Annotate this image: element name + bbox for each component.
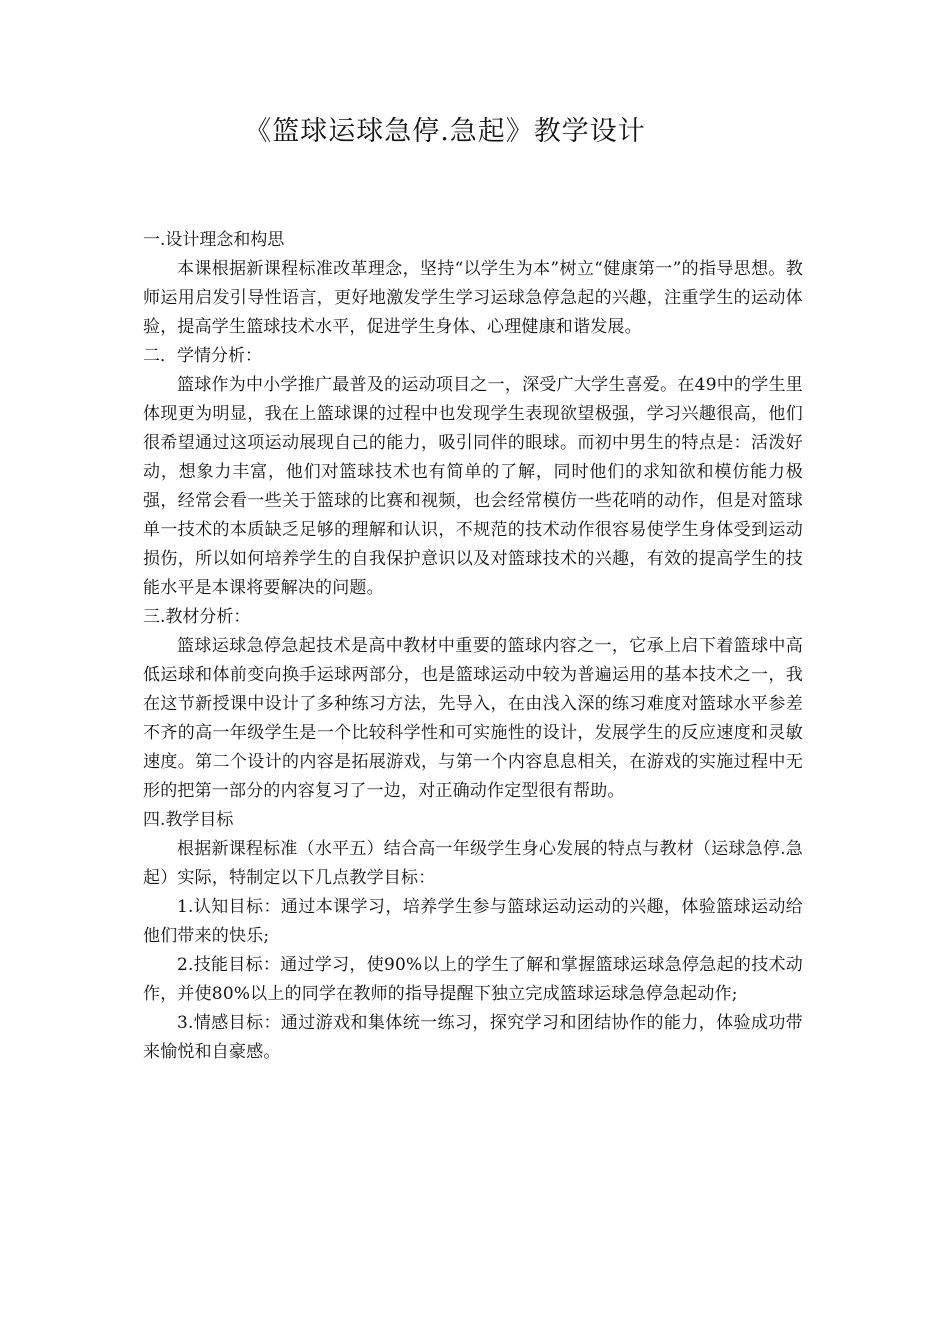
section-paragraph: 根据新课程标准（水平五）结合高一年级学生身心发展的特点与教材（运球急停.急起）实际，特制定以下几点教学目标： (143, 839, 803, 888)
section-paragraph: 篮球运球急停急起技术是高中教材中重要的篮球内容之一，它承上启下着篮球中高低运球和体前变向换手运球两部分，也是篮球运动中较为普遍运用的基本技术之一，我在这节新授课中设计了多种练习方法，先导入，在由浅入深的练习难度对篮球水平参差不齐的高一年级学生是一个比较科学性和可实施性的设计，发展学生的反应速度和灵敏速度。第二个设计的内容是拓展游戏，与第一个内容息息相关，在游戏的实施过程中无形的把第一部分的内容复习了一边，对正确动作定型很有帮助。 (143, 636, 803, 801)
section-teaching-objectives (143, 806, 803, 1067)
section-heading: 四.教学目标 (143, 810, 234, 830)
document-body (143, 226, 803, 1067)
section-heading: 三.教材分析： (143, 607, 251, 627)
section-learner-analysis (143, 342, 803, 603)
objective-affective: 3.情感目标：通过游戏和集体统一练习，探究学习和团结协作的能力，体验成功带来愉悦和自豪感。 (143, 1013, 803, 1062)
document-title: 《篮球运球急停.急起》教学设计 (244, 116, 646, 147)
section-material-analysis (143, 603, 803, 806)
section-paragraph: 篮球作为中小学推广最普及的运动项目之一，深受广大学生喜爱。在49中的学生里体现更为明显，我在上篮球课的过程中也发现学生表现欲望极强，学习兴趣很高，他们很希望通过这项运动展现自己的能力，吸引同伴的眼球。而初中男生的特点是：活泼好动，想象力丰富，他们对篮球技术也有简单的了解，同时他们的求知欲和模仿能力极强，经常会看一些关于篮球的比赛和视频，也会经常模仿一些花哨的动作，但是对篮球单一技术的本质缺乏足够的理解和认识，不规范的技术动作很容易使学生身体受到运动损伤，所以如何培养学生的自我保护意识以及对篮球技术的兴趣，有效的提高学生的技能水平是本课将要解决的问题。 (143, 375, 803, 598)
section-design-concept (143, 226, 803, 342)
objective-cognitive: 1.认知目标：通过本课学习，培养学生参与篮球运动运动的兴趣，体验篮球运动给他们带来的快乐; (143, 897, 803, 946)
objective-skill: 2.技能目标：通过学习，使90%以上的学生了解和掌握篮球运球急停急起的技术动作，并使80%以上的同学在教师的指导提醒下独立完成篮球运球急停急起动作; (143, 955, 803, 1004)
section-heading: 一.设计理念和构思 (143, 230, 285, 250)
section-heading: 二．学情分析： (143, 346, 262, 366)
section-paragraph: 本课根据新课程标准改革理念，坚持“以学生为本”树立“健康第一”的指导思想。教师运用启发引导性语言，更好地激发学生学习运球急停急起的兴趣，注重学生的运动体验，提高学生篮球技术水平，促进学生身体、心理健康和谐发展。 (143, 259, 803, 337)
